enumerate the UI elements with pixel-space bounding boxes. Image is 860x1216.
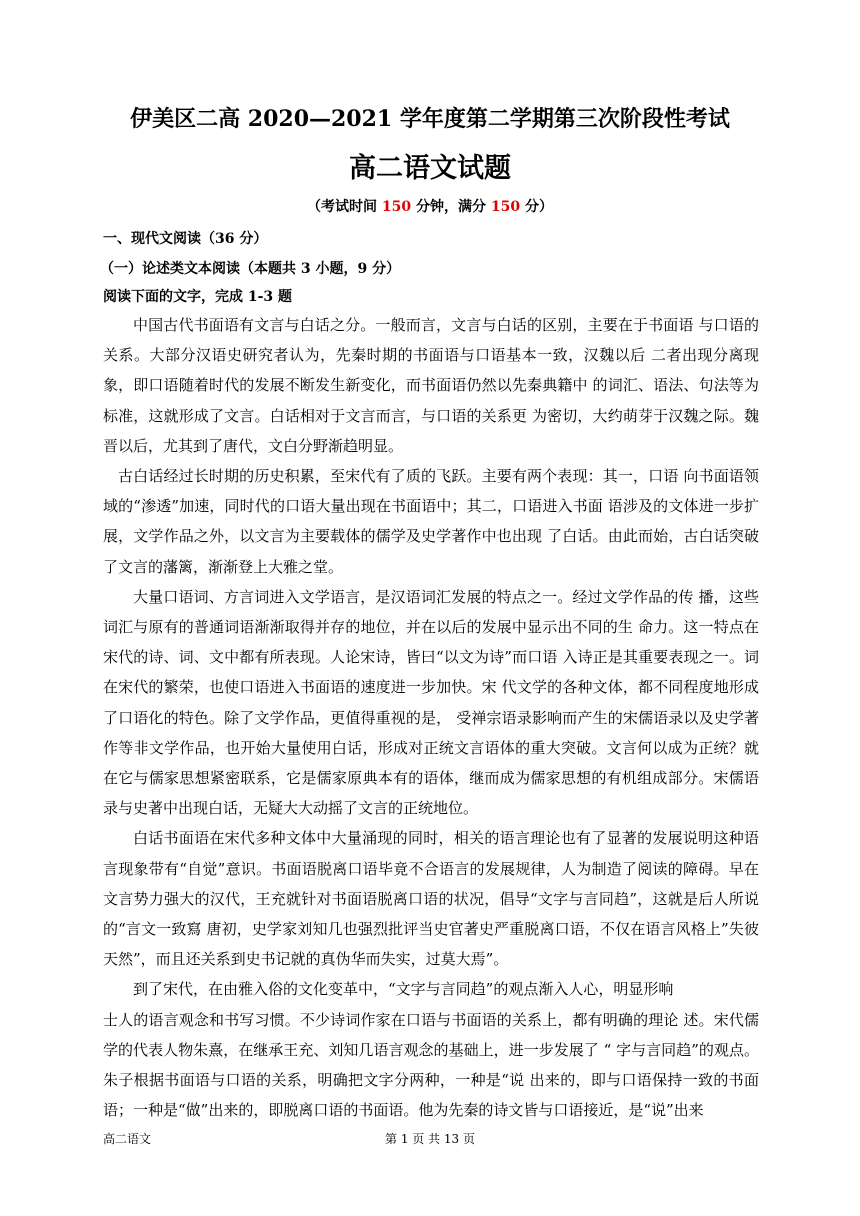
exam-title: 伊美区二高 2020—2021 学年度第二学期第三次阶段性考试	[130, 106, 730, 132]
paragraph: 古白话经过长时期的历史积累，至宋代有了质的飞跃。主要有两个表现：其一，口语 向书面语领域的“渗透”加速，同时代的口语大量出现在书面语中；其二，口语进入书面 语涉及的文体进一步扩展，文学作品之外，以文言为主要载体的儒学及史学著作中也出现 了白话。由此而始，古白话突破了文言的藩篱，渐渐登上大雅之堂。	[103, 467, 759, 576]
exam-info	[0, 196, 860, 216]
exam-subtitle: 高二语文试题	[349, 153, 511, 184]
paragraph: 白话书面语在宋代多种文体中大量涌现的同时，相关的语言理论也有了显著的发展说明这种语言现象带有“自觉”意识。书面语脱离口语毕竟不合语言的发展规律，人为制造了阅读的障碍。早在文言势力强大的汉代，王充就针对书面语脱离口语的状况，倡导“文字与言同趋”，这就是后人所说的“言文一致寫 唐初，史学家刘知几也强烈批评当史官著史严重脱离口语，不仅在语言风格上”失彼天然”，而且还关系到史书记就的真伪华而失实，过莫大焉”。	[103, 829, 759, 969]
paragraph: 中国古代书面语有文言与白话之分。一般而言，文言与白话的区别，主要在于书面语 与口语的关系。大部分汉语史研究者认为，先秦时期的书面语与口语基本一致，汉魏以后 二者出现分离现象，即口语随着时代的发展不断发生新变化，而书面语仍然以先秦典籍中 的词汇、语法、句法等为标准，这就形成了文言。白话相对于文言而言，与口语的关系更 为密切，大约萌芽于汉魏之际。魏晋以后，尤其到了唐代，文白分野渐趋明显。	[103, 316, 759, 455]
exam-info-middle: 分钟，满分	[411, 199, 491, 215]
reading-instruction: 阅读下面的文字，完成 1-3 题	[103, 289, 293, 305]
section-heading: 一、现代文阅读（36 分）	[103, 231, 268, 247]
exam-time: 150	[381, 199, 412, 215]
exam-score: 150	[490, 199, 521, 215]
paragraph: 到了宋代，在由雅入俗的文化变革中，“文字与言同趋”的观点渐入人心，明显形响	[133, 980, 674, 999]
paragraph: 大量口语词、方言词进入文学语言，是汉语词汇发展的特点之一。经过文学作品的传 播，这些词汇与原有的普通词语渐渐取得并存的地位，并在以后的发展中显示出不同的生 命力。这一特点在宋代的诗、词、文中都有所表现。人论宋诗，皆曰“以文为诗”而口语 入诗正是其重要表现之一。词在宋代的繁荣，也使口语进入书面语的速度进一步加快。宋 代文学的各种文体，都不同程度地形成了口语化的特色。除了文学作品，更值得重视的是， 受禅宗语录影响而产生的宋儒语录以及史学著作等非文学作品，也开始大量使用白话，形成对正统文言语体的重大突破。文言何以成为正统？就在它与儒家思想紧密联系，它是儒家原典本有的语体，继而成为儒家思想的有机组成部分。宋儒语录与史著中出现白话，无疑大大动摇了文言的正统地位。	[103, 587, 759, 818]
subsection-heading: （一）论述类文本阅读（本题共 3 小题，9 分）	[100, 261, 401, 277]
reading-passage	[103, 310, 759, 1125]
paragraph: 士人的语言观念和书写习惯。不少诗词作家在口语与书面语的关系上，都有明确的理论 述。宋代儒学的代表人物朱熹，在继承王充、刘知几语言观念的基础上，进一步发展了 “ 字与言同趋”的观点。朱子根据书面语与口语的关系，明确把文字分两种，一种是“说 出来的，即与口语保持一致的书面语；一种是“做”出来的，即脱离口语的书面语。他为先秦的诗文皆与口语接近，是“说”出来	[103, 1010, 759, 1120]
exam-info-suffix: 分）	[520, 199, 553, 215]
footer-subject: 高二语文	[103, 1132, 152, 1146]
exam-info-prefix: （考试时间	[307, 199, 382, 215]
footer-page-number: 第 1 页 共 13 页	[385, 1132, 475, 1146]
